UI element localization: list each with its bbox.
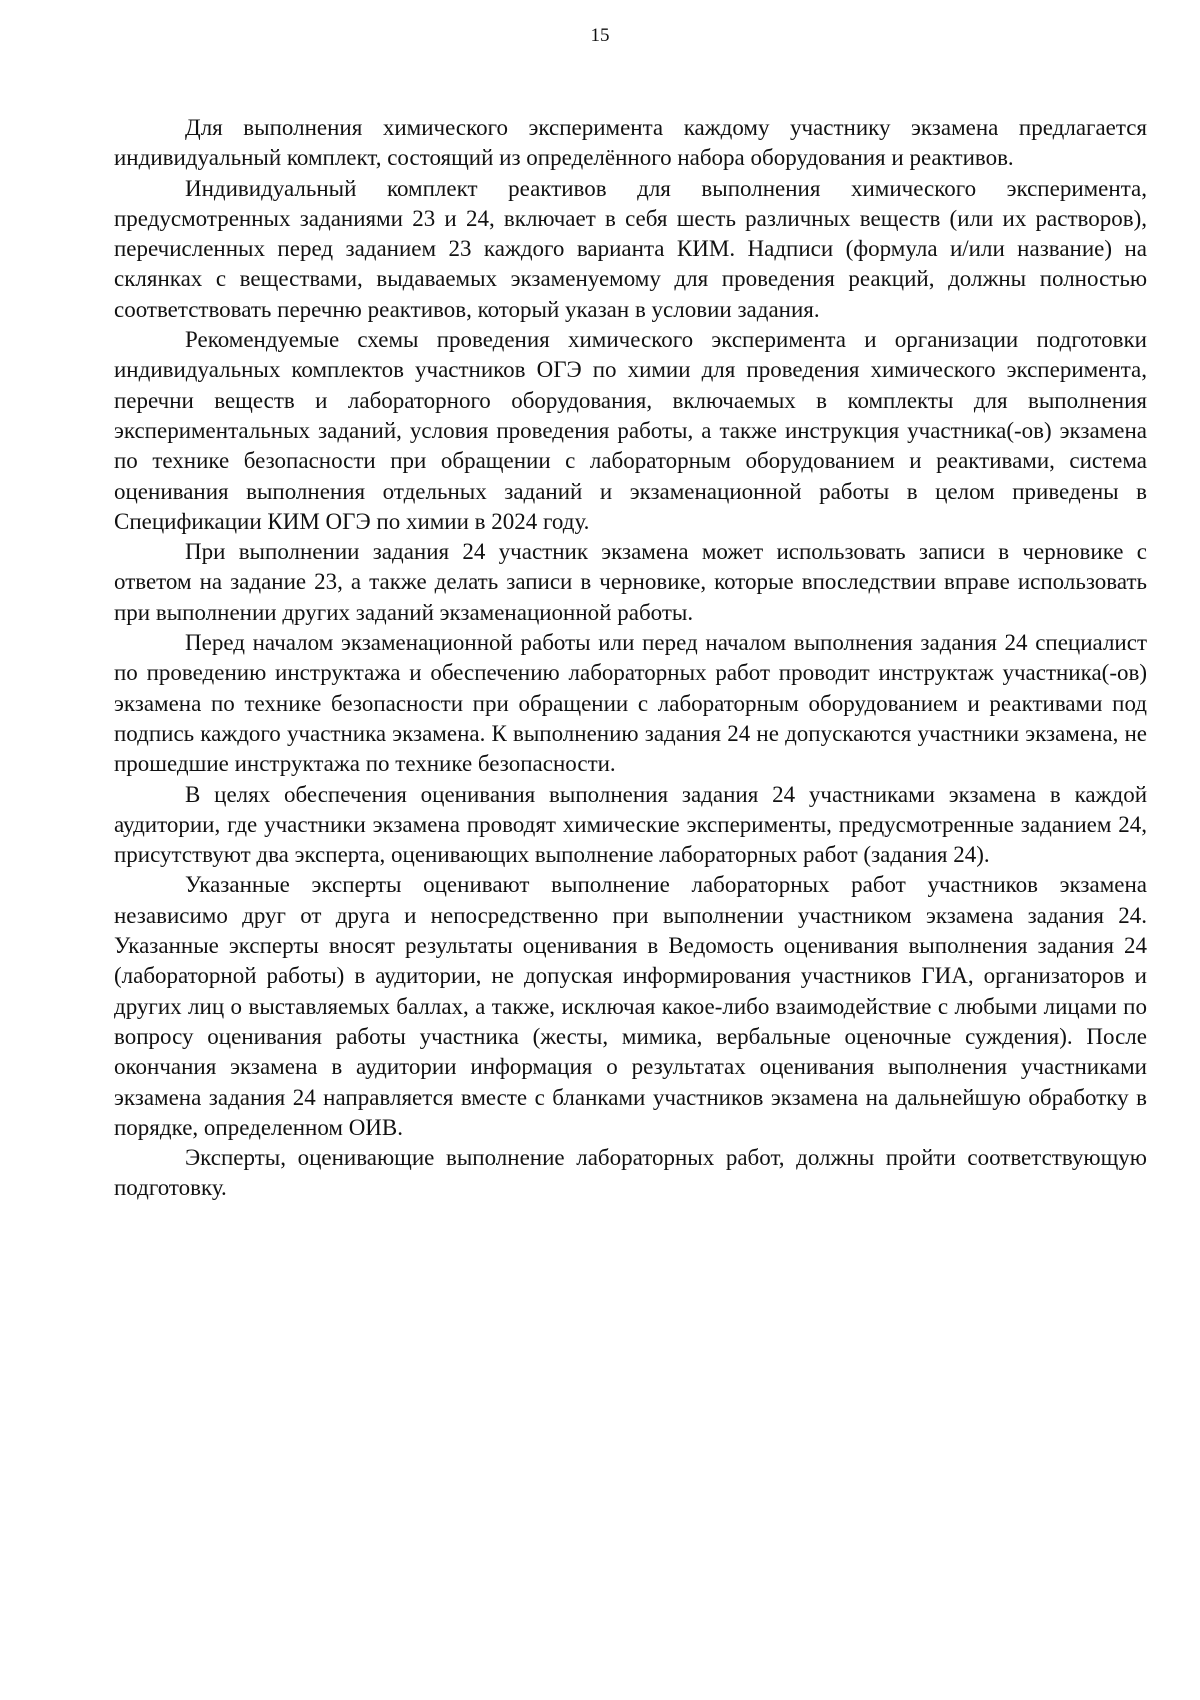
paragraph-4: При выполнении задания 24 участник экзамена может использовать записи в черновике с ответом на задание 23, а также делать записи в черновике, которые впоследствии вправе использовать при выполнении других заданий экзаменационной работы. bbox=[114, 539, 1147, 625]
document-body bbox=[114, 113, 1147, 1204]
paragraph-5: Перед началом экзаменационной работы или перед началом выполнения задания 24 специалист по проведению инструктажа и обеспечению лабораторных работ проводит инструктаж участника(-ов) экзамена по технике безопасности при обращении с лабораторным оборудованием и реактивами под подпись каждого участника экзамена. К выполнению задания 24 не допускаются участники экзамена, не прошедшие инструктажа по технике безопасности. bbox=[114, 630, 1147, 777]
paragraph-2: Индивидуальный комплект реактивов для выполнения химического эксперимента, предусмотренных заданиями 23 и 24, включает в себя шесть различных веществ (или их растворов), перечисленных перед заданием 23 каждого варианта КИМ. Надписи (формула и/или название) на склянках с веществами, выдаваемых экзаменуемому для проведения реакций, должны полностью соответствовать перечню реактивов, который указан в условии задания. bbox=[114, 175, 1147, 322]
paragraph-8: Эксперты, оценивающие выполнение лабораторных работ, должны пройти соответствующую подготовку. bbox=[114, 1145, 1147, 1201]
paragraph-3: Рекомендуемые схемы проведения химического эксперимента и организации подготовки индивидуальных комплектов участников ОГЭ по химии для проведения химического эксперимента, перечни веществ и лабораторного оборудования, включаемых в комплекты для выполнения экспериментальных заданий, условия проведения работы, а также инструкция участника(-ов) экзамена по технике безопасности при обращении с лабораторным оборудованием и реактивами, система оценивания выполнения отдельных заданий и экзаменационной работы в целом приведены в Спецификации КИМ ОГЭ по химии в 2024 году. bbox=[114, 327, 1147, 534]
paragraph-7: Указанные эксперты оценивают выполнение лабораторных работ участников экзамена независимо друг от друга и непосредственно при выполнении участником экзамена задания 24. Указанные эксперты вносят результаты оценивания в Ведомость оценивания выполнения задания 24 (лабораторной работы) в аудитории, не допуская информирования участников ГИА, организаторов и других лиц о выставляемых баллах, а также, исключая какое-либо взаимодействие с любыми лицами по вопросу оценивания работы участника (жесты, мимика, вербальные оценочные суждения). После окончания экзамена в аудитории информация о результатах оценивания выполнения участниками экзамена задания 24 направляется вместе с бланками участников экзамена на дальнейшую обработку в порядке, определенном ОИВ. bbox=[114, 872, 1147, 1140]
page-number: 15 bbox=[590, 25, 610, 46]
paragraph-1: Для выполнения химического эксперимента каждому участнику экзамена предлагается индивидуальный комплект, состоящий из определённого набора оборудования и реактивов. bbox=[114, 115, 1147, 171]
paragraph-6: В целях обеспечения оценивания выполнения задания 24 участниками экзамена в каждой аудитории, где участники экзамена проводят химические эксперименты, предусмотренные заданием 24, присутствуют два эксперта, оценивающих выполнение лабораторных работ (задания 24). bbox=[114, 781, 1147, 868]
